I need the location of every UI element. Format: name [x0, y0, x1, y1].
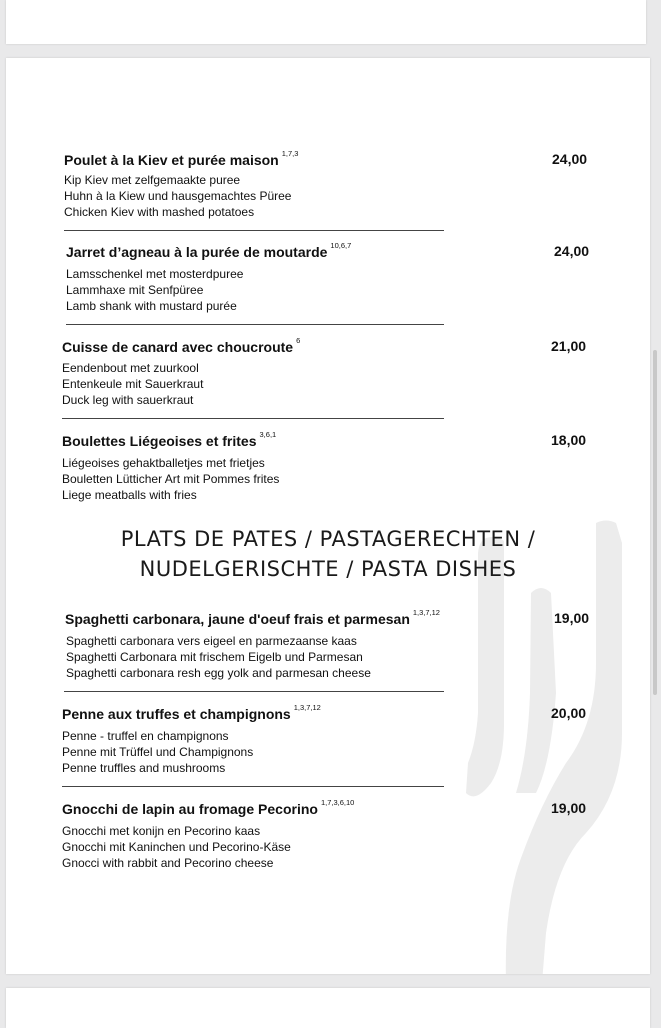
dish-translations: [62, 455, 279, 503]
allergen-codes: 1,3,7,12: [412, 608, 440, 617]
translation-en: Spaghetti carbonara resh egg yolk and parmesan cheese: [66, 666, 371, 680]
translation-de: Gnocchi mit Kaninchen und Pecorino-Käse: [62, 840, 291, 854]
section-heading-line: NUDELGERISCHTE / PASTA DISHES: [139, 557, 517, 581]
dish-title: [62, 336, 301, 355]
menu-page[interactable]: [6, 58, 650, 974]
dish-translations: [62, 360, 203, 408]
dish-name: Spaghetti carbonara, jaune d'oeuf frais et parmesan: [65, 611, 410, 627]
translation-nl: Spaghetti carbonara vers eigeel en parmezaanse kaas: [66, 634, 357, 648]
dish-title: [62, 703, 321, 722]
item-divider: [62, 786, 444, 787]
translation-en: Lamb shank with mustard purée: [66, 299, 237, 313]
dish-title: [62, 798, 355, 817]
scrollbar-thumb[interactable]: [653, 350, 657, 695]
translation-nl: Liégeoises gehaktballetjes met frietjes: [62, 456, 265, 470]
translation-nl: Lamsschenkel met mosterdpuree: [66, 267, 244, 281]
translation-nl: Kip Kiev met zelfgemaakte puree: [64, 173, 241, 187]
translation-en: Chicken Kiev with mashed potatoes: [64, 205, 255, 219]
dish-translations: [66, 633, 371, 681]
allergen-codes: 3,6,1: [259, 430, 277, 439]
translation-de: Lammhaxe mit Senfpüree: [66, 283, 204, 297]
next-page-sheet: [6, 988, 650, 1028]
translation-de: Spaghetti Carbonara mit frischem Eigelb und Parmesan: [66, 650, 363, 664]
previous-page-sheet: [6, 0, 646, 44]
item-divider: [62, 418, 444, 419]
dish-price: 18,00: [551, 432, 587, 448]
dish-name: Gnocchi de lapin au fromage Pecorino: [62, 801, 318, 817]
allergen-codes: 6: [296, 336, 301, 345]
section-heading-pasta: [6, 524, 650, 584]
item-divider: [64, 230, 444, 231]
allergen-codes: 1,7,3,6,10: [320, 798, 355, 807]
allergen-codes: 1,7,3: [281, 149, 299, 158]
dish-price: 24,00: [554, 243, 590, 259]
dish-price: 19,00: [551, 800, 587, 816]
section-heading-line: PLATS DE PATES / PASTAGERECHTEN /: [120, 527, 536, 551]
dish-price: 20,00: [551, 705, 587, 721]
dish-translations: [64, 172, 291, 220]
item-divider: [66, 324, 444, 325]
dish-translations: [66, 266, 243, 314]
dish-title: [65, 608, 440, 627]
translation-en: Duck leg with sauerkraut: [62, 393, 194, 407]
dish-title: [62, 430, 277, 449]
dish-title: [64, 149, 299, 168]
dish-name: Poulet à la Kiev et purée maison: [64, 152, 279, 168]
dish-name: Jarret d’agneau à la purée de moutarde: [66, 244, 328, 260]
translation-nl: Eendenbout met zuurkool: [62, 361, 199, 375]
translation-nl: Penne - truffel en champignons: [62, 729, 229, 743]
allergen-codes: 1,3,7,12: [293, 703, 321, 712]
dish-title: [66, 241, 352, 260]
item-divider: [64, 691, 444, 692]
translation-nl: Gnocchi met konijn en Pecorino kaas: [62, 824, 261, 838]
translation-de: Bouletten Lütticher Art mit Pommes frites: [62, 472, 280, 486]
translation-en: Penne truffles and mushrooms: [62, 761, 226, 775]
dish-price: 19,00: [554, 610, 590, 626]
translation-de: Huhn à la Kiew und hausgemachtes Püree: [64, 189, 292, 203]
dish-translations: [62, 728, 253, 776]
dish-translations: [62, 823, 291, 871]
dish-name: Boulettes Liégeoises et frites: [62, 433, 257, 449]
translation-de: Entenkeule mit Sauerkraut: [62, 377, 204, 391]
translation-de: Penne mit Trüffel und Champignons: [62, 745, 254, 759]
dish-price: 24,00: [552, 151, 588, 167]
translation-en: Liege meatballs with fries: [62, 488, 197, 502]
allergen-codes: 10,6,7: [330, 241, 352, 250]
dish-price: 21,00: [551, 338, 587, 354]
dish-name: Cuisse de canard avec choucroute: [62, 339, 294, 355]
translation-en: Gnocci with rabbit and Pecorino cheese: [62, 856, 274, 870]
dish-name: Penne aux truffes et champignons: [62, 706, 291, 722]
